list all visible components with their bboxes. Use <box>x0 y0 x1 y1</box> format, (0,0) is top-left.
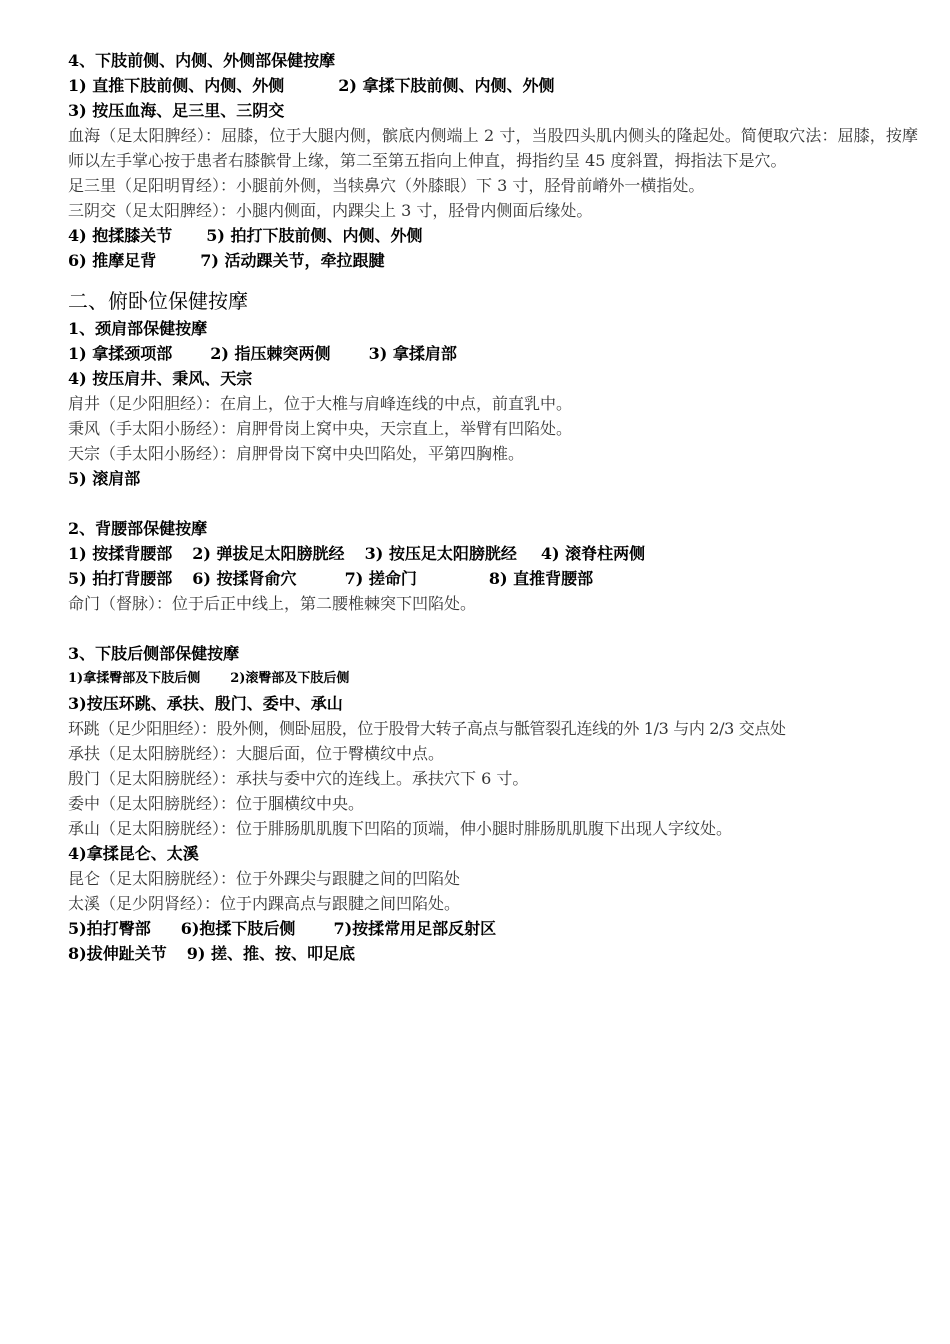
s4-items-row-4 <box>68 248 918 273</box>
part-2-title: 二、俯卧位保健按摩 <box>68 289 248 313</box>
back-item-7: 7) 搓命门 <box>344 569 417 588</box>
neck-section-title: 1、颈肩部保健按摩 <box>68 319 208 338</box>
back-items-row-2 <box>68 566 918 591</box>
back-item-6: 6) 按揉肾俞穴 <box>192 569 297 588</box>
acupoint-kunlun: 昆仑（足太阳膀胱经）：位于外踝尖与跟腱之间的凹陷处 <box>68 869 461 888</box>
neck-item-1: 1) 拿揉颈项部 <box>68 344 173 363</box>
acupoint-yinmen: 殷门（足太阳膀胱经）：承扶与委中穴的连线上。承扶穴下 6 寸。 <box>68 769 529 788</box>
section-4-title: 4、下肢前侧、内侧、外侧部保健按摩 <box>68 51 336 70</box>
acupoint-xuehai: 血海（足太阳脾经）：屈膝，位于大腿内侧，髌底内侧端上 2 寸，当股四头肌内侧头的隆起处。简便取穴法：屈膝，按摩师以左手掌心按于患者右膝髌骨上缘，第二至第五指向上伸直，拇指约呈 45 度斜置，拇指法下是穴。 <box>68 126 918 170</box>
leg-items-row-4 <box>68 941 918 966</box>
leg-item-1: 1)拿揉臀部及下肢后侧 <box>68 671 201 686</box>
back-item-4: 4) 滚脊柱两侧 <box>540 544 646 563</box>
back-section-title: 2、背腰部保健按摩 <box>68 519 208 538</box>
back-item-5: 5) 拍打背腰部 <box>68 569 173 588</box>
back-item-1: 1) 按揉背腰部 <box>68 544 173 563</box>
acupoint-huantiao: 环跳（足少阳胆经）：股外侧，侧卧屈股，位于股骨大转子高点与骶管裂孔连线的外 1/3 与内 2/3 交点处 <box>68 719 786 738</box>
s4-items-row-3 <box>68 223 918 248</box>
leg-section-title: 3、下肢后侧部保健按摩 <box>68 644 240 663</box>
neck-item-2: 2) 指压棘突两侧 <box>210 344 331 363</box>
back-item-8: 8) 直推背腰部 <box>488 569 594 588</box>
neck-items-row-1 <box>68 341 918 366</box>
leg-items-row-3 <box>68 916 918 941</box>
leg-item-3: 3)按压环跳、承扶、殷门、委中、承山 <box>68 694 343 713</box>
neck-item-5: 5) 滚肩部 <box>68 469 141 488</box>
leg-item-9: 9) 搓、推、按、叩足底 <box>186 944 355 963</box>
s4-item-1: 1) 直推下肢前侧、内侧、外侧 <box>68 76 285 95</box>
acupoint-mingmen: 命门（督脉）：位于后正中线上，第二腰椎棘突下凹陷处。 <box>68 594 477 613</box>
s4-item-6: 6) 推摩足背 <box>68 251 157 270</box>
leg-item-7: 7)按揉常用足部反射区 <box>333 919 497 938</box>
s4-item-2: 2) 拿揉下肢前侧、内侧、外侧 <box>338 76 555 95</box>
leg-item-4: 4)拿揉昆仑、太溪 <box>68 844 199 863</box>
acupoint-chengshan: 承山（足太阳膀胱经）：位于腓肠肌肌腹下凹陷的顶端，伸小腿时腓肠肌肌腹下出现人字纹处。 <box>68 819 733 838</box>
s4-item-7: 7) 活动踝关节，牵拉跟腱 <box>200 251 385 270</box>
back-item-3: 3) 按压足太阳膀胱经 <box>364 544 517 563</box>
s4-items-row-1 <box>68 73 918 98</box>
acupoint-taixi: 太溪（足少阴肾经）：位于内踝高点与跟腱之间凹陷处。 <box>68 894 461 913</box>
leg-item-8: 8)拔伸趾关节 <box>68 944 167 963</box>
acupoint-sanyinjiao: 三阴交（足太阳脾经）：小腿内侧面，内踝尖上 3 寸，胫骨内侧面后缘处。 <box>68 201 593 220</box>
acupoint-bingfeng: 秉风（手太阳小肠经）：肩胛骨岗上窝中央，天宗直上，举臂有凹陷处。 <box>68 419 573 438</box>
back-item-2: 2) 弹拔足太阳膀胱经 <box>192 544 345 563</box>
s4-item-3: 3) 按压血海、足三里、三阴交 <box>68 101 285 120</box>
acupoint-tianzong: 天宗（手太阳小肠经）：肩胛骨岗下窝中央凹陷处，平第四胸椎。 <box>68 444 525 463</box>
s4-item-4: 4) 抱揉膝关节 <box>68 226 173 245</box>
back-items-row-1 <box>68 541 918 566</box>
neck-item-3: 3) 拿揉肩部 <box>368 344 457 363</box>
leg-item-5: 5)拍打臀部 <box>68 919 151 938</box>
leg-item-2: 2)滚臀部及下肢后侧 <box>230 671 350 686</box>
neck-item-4: 4) 按压肩井、秉风、天宗 <box>68 369 253 388</box>
acupoint-weizhong: 委中（足太阳膀胱经）：位于腘横纹中央。 <box>68 794 365 813</box>
acupoint-jianjing: 肩井（足少阳胆经）：在肩上，位于大椎与肩峰连线的中点，前直乳中。 <box>68 394 573 413</box>
document-page <box>68 48 918 966</box>
leg-item-6: 6)抱揉下肢后侧 <box>180 919 296 938</box>
s4-item-5: 5) 拍打下肢前侧、内侧、外侧 <box>206 226 423 245</box>
leg-items-row-1 <box>68 666 918 691</box>
acupoint-zusanli: 足三里（足阳明胃经）：小腿前外侧，当犊鼻穴（外膝眼）下 3 寸，胫骨前嵴外一横指处。 <box>68 176 705 195</box>
acupoint-chengfu: 承扶（足太阳膀胱经）：大腿后面，位于臀横纹中点。 <box>68 744 445 763</box>
